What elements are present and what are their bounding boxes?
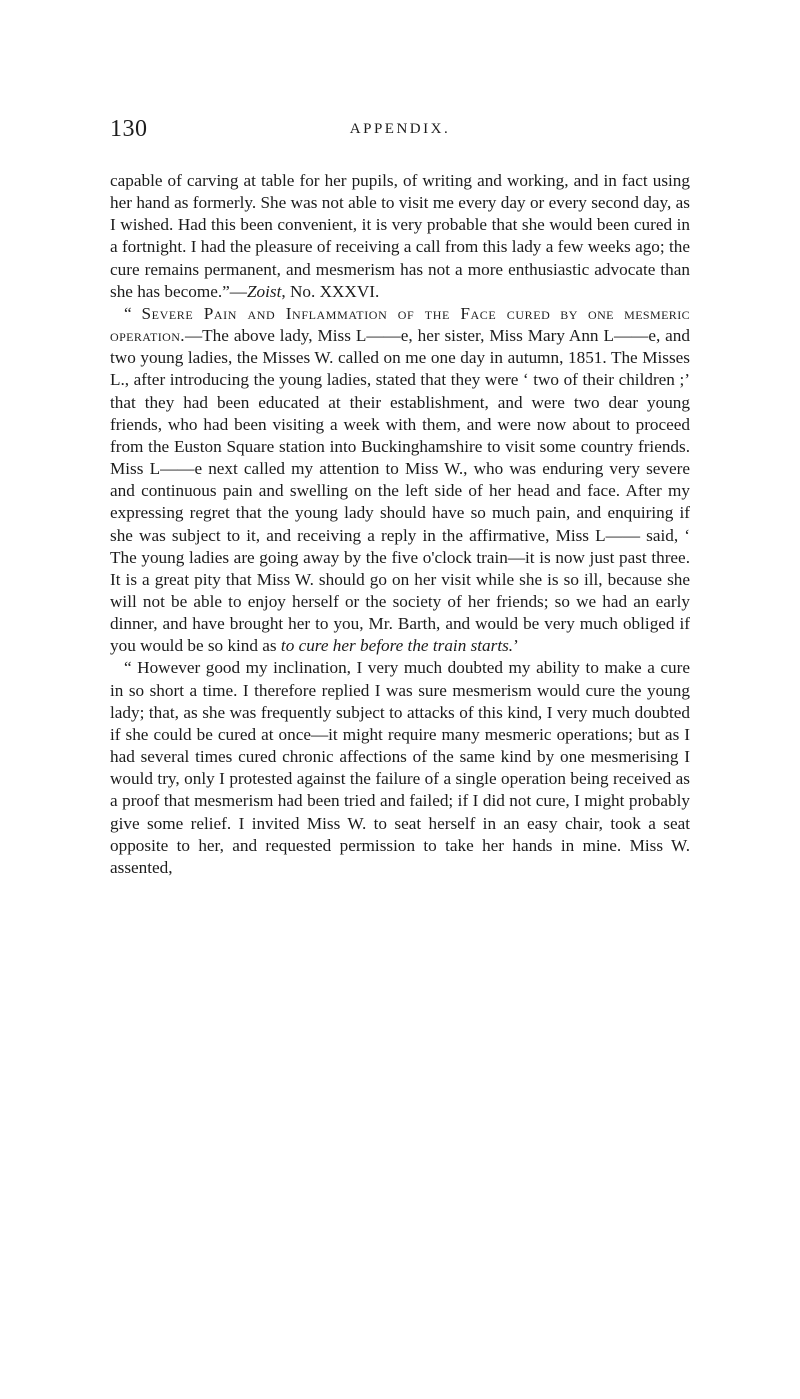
- body-text: [110, 170, 690, 879]
- emphasized-phrase: to cure her before the train starts.: [280, 636, 514, 656]
- paragraph-3-text: “ However good my inclination, I very much doubted my ability to make a cure in so short a time. I therefore replied I was sure mesmerism would cure the young lady; that, as she was frequently subject to attacks of this kind, I very much doubted if she could be cured at once—it might require many mesmeric operations; but as I had several times cured chronic affections of the same kind by one mesmerising I would try, only I protested against the failure of a single operation being received as a proof that mesmerism had been tried and failed; if I did not cure, I might probably give some relief. I invited Miss W. to seat herself in an easy chair, took a seat opposite to her, and requested permission to take her hands in mine. Miss W. assented,: [110, 658, 690, 877]
- running-head: [110, 116, 690, 146]
- paragraph-1: [110, 170, 690, 303]
- source-citation-number: , No. XXXVI.: [281, 281, 380, 301]
- source-citation: Zoist: [246, 281, 282, 301]
- section-heading: Severe Pain and Inflammation of the Face cured: [141, 303, 551, 323]
- paragraph-3: [110, 657, 690, 879]
- section-heading-quote: “: [124, 303, 142, 323]
- closing-quote: ’: [513, 636, 519, 656]
- running-title: APPENDIX.: [349, 121, 451, 137]
- paragraph-2: [110, 303, 690, 658]
- paragraph-1-text: capable of carving at table for her pupils, of writing and working, and in fact using her hand as formerly. She was not able to visit me every day or every second day, as I wished. Had this been convenient, it is very probable that she would been cured in a fortnight. I had the pleasure of receiving a call from this lady a few weeks ago; the cure remains permanent, and mesmerism has not a more enthusiastic advocate than she has become.”—: [110, 171, 690, 301]
- page-number: 130: [110, 116, 148, 142]
- paragraph-2-text: —The above lady, Miss L——e, her sister, Miss Mary Ann L——e, and two young ladies, the Misses W. called on me one day in autumn, 1851. The Misses L., after introducing the young ladies, stated that they were ‘ two of their children ;’ that they had been educated at their establishment, and were two dear young friends, who had been visiting a week with them, and were now about to proceed from the Euston Square station into Buckinghamshire to visit some country friends. Miss L——e next called my attention to Miss W., who was enduring very severe and continuous pain and swelling on the left side of her head and face. After my expressing regret that the young lady should have so much pain, and enquiring if she was subject to it, and receiving a reply in the affirmative, Miss L—— said, ‘ The young ladies are going away by the five o'clock train—it is now just past three. It is a great pity that Miss W. should go on her visit while she is so ill, because she will not be able to enjoy herself or the society of her friends; so we had an early dinner, and have brought her to you, Mr. Barth, and would be very much obliged if you would be so kind as: [110, 326, 690, 656]
- section-subheading: by one mesmeric operation.: [110, 303, 691, 346]
